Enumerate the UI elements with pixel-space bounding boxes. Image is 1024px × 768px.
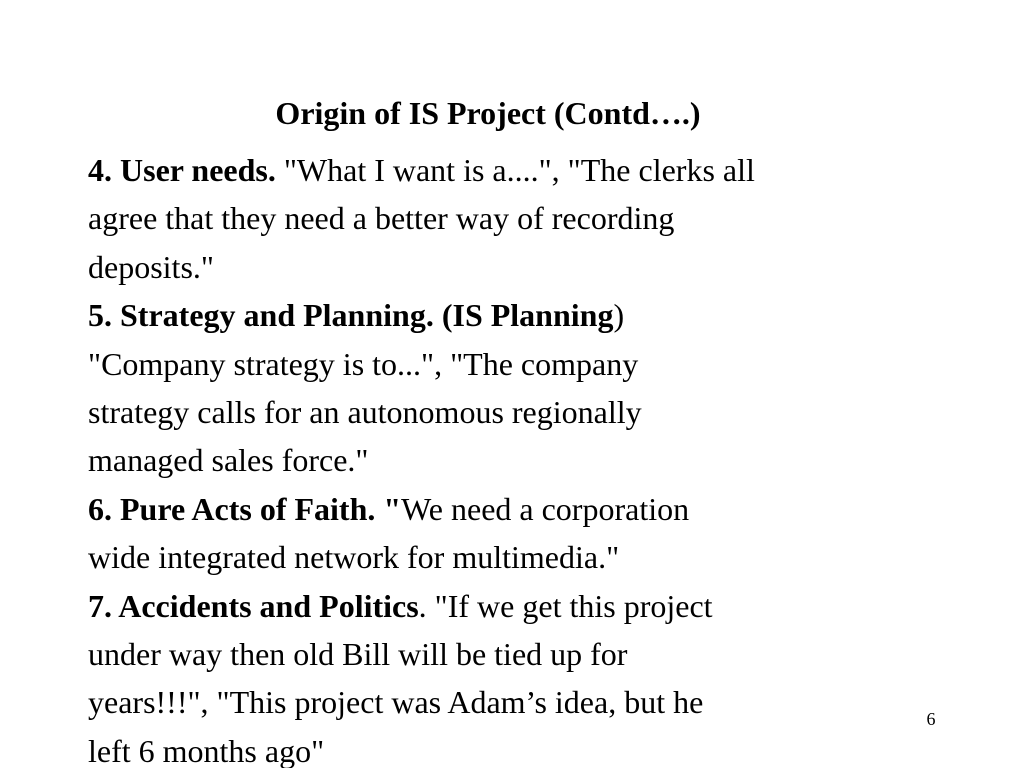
item-text: ) — [613, 297, 625, 334]
item-heading: 4. User needs. — [88, 152, 276, 188]
page-number: 6 — [926, 709, 936, 729]
list-item-line: wide integrated network for multimedia." — [88, 539, 620, 576]
list-item-line: under way then old Bill will be tied up for — [88, 636, 628, 673]
item-heading: 7. Accidents and Politics — [88, 587, 419, 624]
list-item-line: agree that they need a better way of recording — [88, 200, 675, 237]
item-text: . "If we get this project — [418, 587, 713, 624]
list-item-line: deposits." — [88, 248, 214, 285]
item-heading: 5. Strategy and Planning. (IS Planning — [88, 297, 614, 334]
list-item-line — [88, 485, 938, 533]
item-text: "What I want is a....", "The clerks all — [275, 152, 755, 188]
list-item-line: managed sales force." — [88, 442, 369, 479]
list-item-user-needs — [88, 146, 938, 291]
list-item-line — [88, 291, 938, 339]
list-item-accidents-politics — [88, 582, 938, 768]
list-item-line: strategy calls for an autonomous regionally — [88, 394, 642, 431]
list-item-line: years!!!", "This project was Adam’s idea, but he — [88, 684, 704, 721]
list-item-line — [88, 146, 938, 194]
item-text: We need a corporation — [401, 490, 690, 527]
list-item-line — [88, 582, 938, 630]
slide-title: Origin of IS Project (Contd….) — [275, 95, 701, 131]
list-item-line: left 6 months ago" — [88, 732, 325, 768]
list-item-line: "Company strategy is to...", "The company — [88, 345, 639, 382]
item-heading: 6. Pure Acts of Faith. " — [88, 490, 402, 527]
slide-body — [88, 146, 938, 768]
list-item-strategy-planning — [88, 291, 938, 485]
list-item-pure-acts-of-faith — [88, 485, 938, 582]
